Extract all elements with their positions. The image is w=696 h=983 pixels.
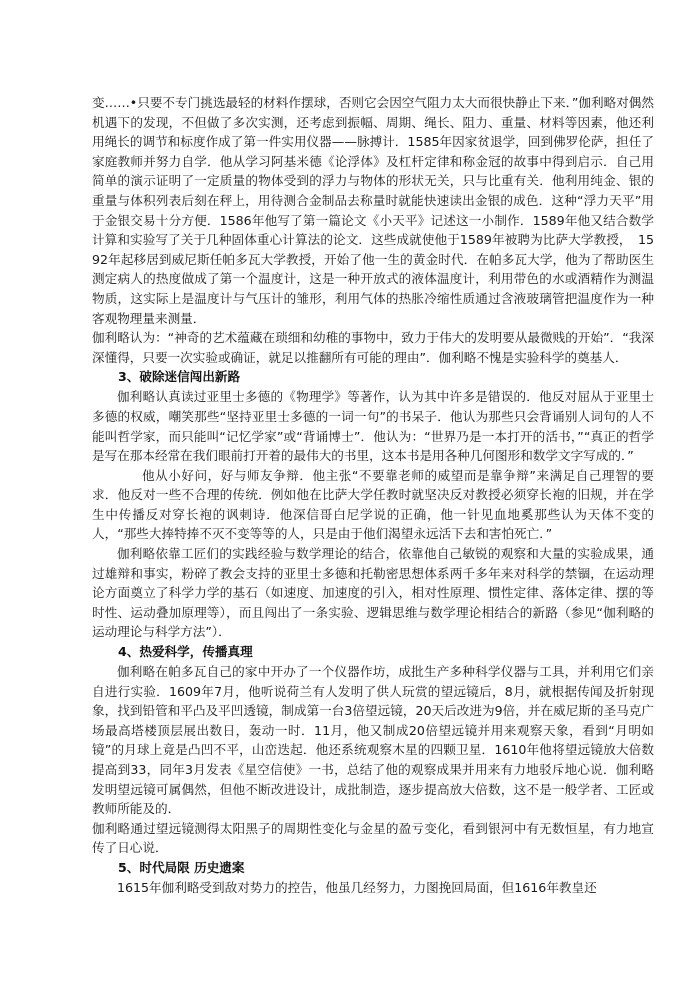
paragraph-galileo-quotes: 伽利略认为：“神奇的艺术蕴藏在琐细和幼稚的事物中，致力于伟大的发明要从最微贱的开始”．“我深深懂得，只要一次实验或确证，就足以推翻所有可能的理由”．伽利略不愧是实验科学的奠基人． xyxy=(92,330,654,365)
section3-paragraph-3: 伽利略依靠工匠们的实践经验与数学理论的结合，依靠他自己敏锐的观察和大量的实验成果，通过雄辩和事实，粉碎了教会支持的亚里士多德和托勒密思想体系两千多年来对科学的禁锢，在运动理论方面奠立了科学力学的基石（如速度、加速度的引入，相对性原理、惯性定律、落体定律、摆的等时性、运动叠加原理等），而且闯出了一条实验、逻辑思维与数学理论相结合的新路（参见“伽利略的运动理论与科学方法”）． xyxy=(92,546,654,640)
section-heading-3: 3、破除迷信闯出新路 xyxy=(118,369,241,385)
section-heading-5: 5、时代局限 历史遗案 xyxy=(118,859,245,875)
section-heading-4: 4、热爱科学，传播真理 xyxy=(118,644,253,660)
paragraph-intro-continued: 变……•只要不专门挑选最轻的材料作摆球，否则它会因空气阻力太大而很快静止下来．”伽利略对偶然机遇下的发现，不但做了多次实测，还考虑到振幅、周期、绳长、阻力、重量、材料等因素，他还利用绳长的调节和标度作成了第一件实用仪器——脉搏计．1585年因家贫退学，回到佛罗伦萨，担任了家庭教师并努力自学．他从学习阿基米德《论浮体》及杠杆定律和称金冠的故事中得到启示．自己用简单的演示证明了一定质量的物体受到的浮力与物体的形状无关，只与比重有关．他利用纯金、银的重量与体积列表后刻在秤上，用待测合金制品去称量时就能快速读出金银的成色．这种“浮力天平”用于金银交易十分方便．1586年他写了第一篇论文《小天平》记述这一小制作．1589年他又结合数学计算和实验写了关于几种固体重心计算法的论文．这些成就使他于1589年被聘为比萨大学教授， 1592年起移居到威尼斯任帕多瓦大学教授，开始了他一生的黄金时代．在帕多瓦大学，他为了帮助医生测定病人的热度做成了第一个温度计，这是一种开放式的液体温度计，利用带色的水或酒精作为测温物质，这实际上是温度计与气压计的雏形，利用气体的热胀冷缩性质通过含液玻璃管把温度作为一种客观物理量来测量． xyxy=(92,95,654,326)
section3-paragraph-1: 伽利略认真读过亚里士多德的《物理学》等著作，认为其中许多是错误的．他反对屈从于亚里士多德的权威，嘲笑那些“坚持亚里士多德的一词一句”的书呆子．他认为那些只会背诵别人词句的人不能叫哲学家，而只能叫“记忆学家”或“背诵博士”．他认为：“世界乃是一本打开的活书，”“真正的哲学是写在那本经常在我们眼前打开着的最伟大的书里，这本书是用各种几何图形和数学文字写成的．” xyxy=(92,389,654,464)
section4-paragraph-2: 伽利略通过望远镜测得太阳黑子的周期性变化与金星的盈亏变化，看到银河中有无数恒星，有力地宣传了日心说． xyxy=(92,820,654,856)
document-page xyxy=(92,93,654,898)
section5-paragraph-1: 1615年伽利略受到敌对势力的控告，他虽几经努力，力图挽回局面，但1616年教皇还 xyxy=(117,879,597,895)
section3-paragraph-2: 他从小好问，好与师友争辩．他主张“不要靠老师的威望而是靠争辩”来满足自己理智的要求．他反对一些不合理的传统．例如他在比萨大学任教时就坚决反对教授必须穿长袍的旧规，并在学生中传播反对穿长袍的讽刺诗．他深信哥白尼学说的正确，他一针见血地奚那些认为天体不变的人，“那些大捧特捧不灭不变等等的人，只是由于他们渴望永远活下去和害怕死亡．” xyxy=(92,467,654,542)
section4-paragraph-1: 伽利略在帕多瓦自己的家中开办了一个仪器作坊，成批生产多种科学仪器与工具，并利用它们亲自进行实验．1609年7月，他听说荷兰有人发明了供人玩赏的望远镜后，8月，就根据传闻及折射现象，找到铅管和平凸及平凹透镜，制成第一台3倍望远镜，20天后改进为9倍，并在威尼斯的圣马克广场最高塔楼顶层展出数日，轰动一时．11月，他又制成20倍望远镜并用来观察天象，看到“月明如镜”的月球上竟是凸凹不平，山峦迭起．他还系统观察木星的四颗卫星．1610年他将望远镜放大倍数提高到33，同年3月发表《星空信使》一书，总结了他的观察成果并用来有力地驳斥地心说．伽利略发明望远镜可属偶然，但他不断改进设计，成批制造，逐步提高放大倍数，这不是一般学者、工匠或教师所能及的． xyxy=(92,664,654,817)
